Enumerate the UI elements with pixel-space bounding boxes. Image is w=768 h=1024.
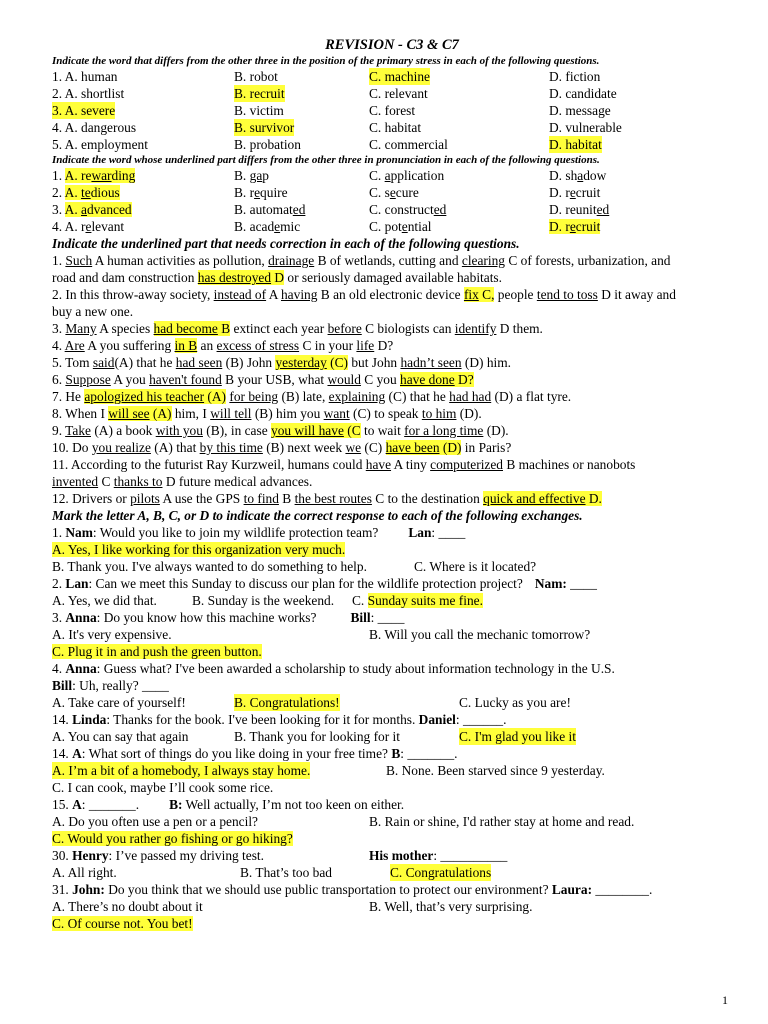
exchange-4-prompt: 4. Anna: Guess what? I've been awarded a scholarship to study about information technology in the U.S. [52, 661, 615, 676]
exchange-6-options: A. I’m a bit of a homebody, I always stay home. B. None. Been starved since 9 yesterday. [52, 763, 605, 778]
exchange-1-options: B. Thank you. I've always wanted to do something to help. C. Where is it located? [52, 559, 537, 574]
pron-option-a: 1. A. rewarding [52, 168, 136, 183]
stress-option: D. fiction [549, 69, 601, 84]
stress-answer: B. survivor [234, 120, 295, 135]
stress-option: C. relevant [369, 86, 428, 101]
worksheet-page [52, 36, 732, 932]
exchange-7-answer: C. Would you rather go fishing or go hiking? [52, 831, 293, 846]
page-number: 1 [722, 993, 728, 1007]
stress-option: C. forest [369, 103, 416, 118]
exchange-3-answer: C. Plug it in and push the green button. [52, 644, 262, 659]
pron-option-c: C. application [369, 168, 445, 183]
correction-q5: 5. Tom said(A) that he had seen (B) John yesterday (C) but John hadn’t seen (D) him. [52, 355, 512, 370]
stress-row-4 [52, 119, 732, 136]
correction-q11: 11. According to the futurist Ray Kurzweil, humans could have A tiny computerized B machines or nanobots invented C thanks to D future medical advances. [52, 457, 636, 489]
exchange-8-options: A. All right. B. That’s too bad C. Congratulations [52, 865, 492, 880]
stress-option: 4. A. dangerous [52, 120, 137, 135]
exchange-7-prompt: 15. A: _______. B: Well actually, I’m not too keen on either. [52, 797, 405, 812]
stress-row-3 [52, 102, 732, 119]
pron-option-a: 4. A. relevant [52, 219, 125, 234]
exchange-5-prompt: 14. Linda: Thanks for the book. I've been looking for it for months. Daniel: ______. [52, 712, 507, 727]
pron-option-b: B. academic [234, 219, 301, 234]
pron-option-b: B. require [234, 185, 288, 200]
stress-option: B. robot [234, 69, 278, 84]
exchange-3-prompt: 3. Anna: Do you know how this machine works? Bill: ____ [52, 610, 405, 625]
instruction-correction: Indicate the underlined part that needs correction in each of the following questions. [52, 236, 520, 251]
exchange-6-answer: A. I’m a bit of a homebody, I always stay home. [52, 763, 311, 778]
stress-row-1 [52, 68, 732, 85]
exchange-4-answer: B. Congratulations! [234, 695, 340, 710]
correction-q4: 4. Are A you suffering in B an excess of stress C in your life D? [52, 338, 394, 353]
page-title: REVISION - C3 & C7 [325, 37, 459, 53]
exchange-8-prompt: 30. Henry: I’ve passed my driving test. His mother: __________ [52, 848, 508, 863]
correction-q2: 2. In this throw-away society, instead of A having B an old electronic device fix C, people tend to toss D it away and buy a new one. [52, 287, 676, 319]
stress-option: D. vulnerable [549, 120, 622, 135]
stress-answer: 3. A. severe [52, 103, 116, 118]
pron-row-2 [52, 184, 732, 201]
pron-option-c: C. constructed [369, 202, 447, 217]
stress-option: D. message [549, 103, 611, 118]
exchange-4-options: A. Take care of yourself! B. Congratulations! C. Lucky as you are! [52, 695, 571, 710]
stress-option: 5. A. employment [52, 137, 148, 152]
stress-row-5 [52, 136, 732, 153]
exchange-5-answer: C. I'm glad you like it [459, 729, 576, 744]
stress-answer: B. recruit [234, 86, 285, 101]
pron-row-4 [52, 218, 732, 235]
correction-q12: 12. Drivers or pilots A use the GPS to find B the best routes C to the destination quick and effective D. [52, 491, 602, 506]
exchange-9-prompt: 31. John: Do you think that we should use public transportation to protect our environment? Laura: ________. [52, 882, 653, 897]
exchange-2-answer: Sunday suits me fine. [367, 593, 483, 608]
exchange-1-prompt: 1. Nam: Would you like to join my wildlife protection team? Lan: ____ [52, 525, 466, 540]
pron-option-a: 2. A. tedious [52, 185, 120, 200]
pron-row-3 [52, 201, 732, 218]
correction-q9: 9. Take (A) a book with you (B), in case you will have (C to wait for a long time (D). [52, 423, 509, 438]
exchange-2-options: A. Yes, we did that. B. Sunday is the weekend. C. Sunday suits me fine. [52, 593, 483, 608]
exchange-7-options: A. Do you often use a pen or a pencil? B. Rain or shine, I'd rather stay at home and read. [52, 814, 635, 829]
correction-q1: 1. Such A human activities as pollution, drainage B of wetlands, cutting and clearing C of forests, urbanization, and road and dam construction has destroyed D or seriously damaged available habitats. [52, 253, 671, 285]
exchange-1-answer: A. Yes, I like working for this organization very much. [52, 542, 346, 557]
pron-option-d: D. shadow [549, 168, 607, 183]
stress-option: C. commercial [369, 137, 448, 152]
exchange-9-options: A. There’s no doubt about it B. Well, that’s very surprising. [52, 899, 533, 914]
stress-option: D. candidate [549, 86, 617, 101]
exchange-2-prompt: 2. Lan: Can we meet this Sunday to discuss our plan for the wildlife protection project? Nam: ____ [52, 576, 597, 591]
instruction-stress: Indicate the word that differs from the other three in the position of the primary stress in each of the following questions. [52, 55, 600, 67]
stress-answer: C. machine [369, 69, 430, 84]
stress-row-2 [52, 85, 732, 102]
instruction-exchanges: Mark the letter A, B, C, or D to indicate the correct response to each of the following exchanges. [52, 508, 583, 523]
correction-q3: 3. Many A species had become B extinct each year before C biologists can identify D them. [52, 321, 543, 336]
exchange-6-option-c: C. I can cook, maybe I’ll cook some rice. [52, 780, 274, 795]
pron-option-c: C. potential [369, 219, 432, 234]
pron-row-1 [52, 167, 732, 184]
stress-option: B. probation [234, 137, 301, 152]
pron-option-d: D. recruit [549, 185, 601, 200]
pron-option-b: B. gap [234, 168, 269, 183]
exchange-4-reply: Bill: Uh, really? ____ [52, 678, 169, 693]
exchange-5-options: A. You can say that again B. Thank you for looking for it C. I'm glad you like it [52, 729, 576, 744]
pron-option-c: C. secure [369, 185, 419, 200]
correction-q6: 6. Suppose A you haven't found B your USB, what would C you have done D? [52, 372, 474, 387]
pron-option-d: D. reunited [549, 202, 610, 217]
stress-option: 1. A. human [52, 69, 118, 84]
stress-option: C. habitat [369, 120, 422, 135]
stress-option: B. victim [234, 103, 284, 118]
exchange-6-prompt: 14. A: What sort of things do you like doing in your free time? B: _______. [52, 746, 458, 761]
correction-q10: 10. Do you realize (A) that by this time (B) next week we (C) have been (D) in Paris? [52, 440, 512, 455]
instruction-pronunciation: Indicate the word whose underlined part differs from the other three in pronunciation in each of the following questions. [52, 154, 600, 166]
exchange-8-answer: C. Congratulations [390, 865, 492, 880]
exchange-3-options: A. It's very expensive. B. Will you call the mechanic tomorrow? [52, 627, 591, 642]
pron-option-a: 3. A. advanced [52, 202, 132, 217]
stress-answer: D. habitat [549, 137, 602, 152]
correction-q8: 8. When I will see (A) him, I will tell (B) him you want (C) to speak to him (D). [52, 406, 482, 421]
pron-option-d: D. recruit [549, 219, 601, 234]
pron-option-b: B. automated [234, 202, 306, 217]
exchange-9-answer: C. Of course not. You bet! [52, 916, 193, 931]
correction-q7: 7. He apologized his teacher (A) for being (B) late, explaining (C) that he had had (D) a flat tyre. [52, 389, 572, 404]
stress-option: 2. A. shortlist [52, 86, 125, 101]
